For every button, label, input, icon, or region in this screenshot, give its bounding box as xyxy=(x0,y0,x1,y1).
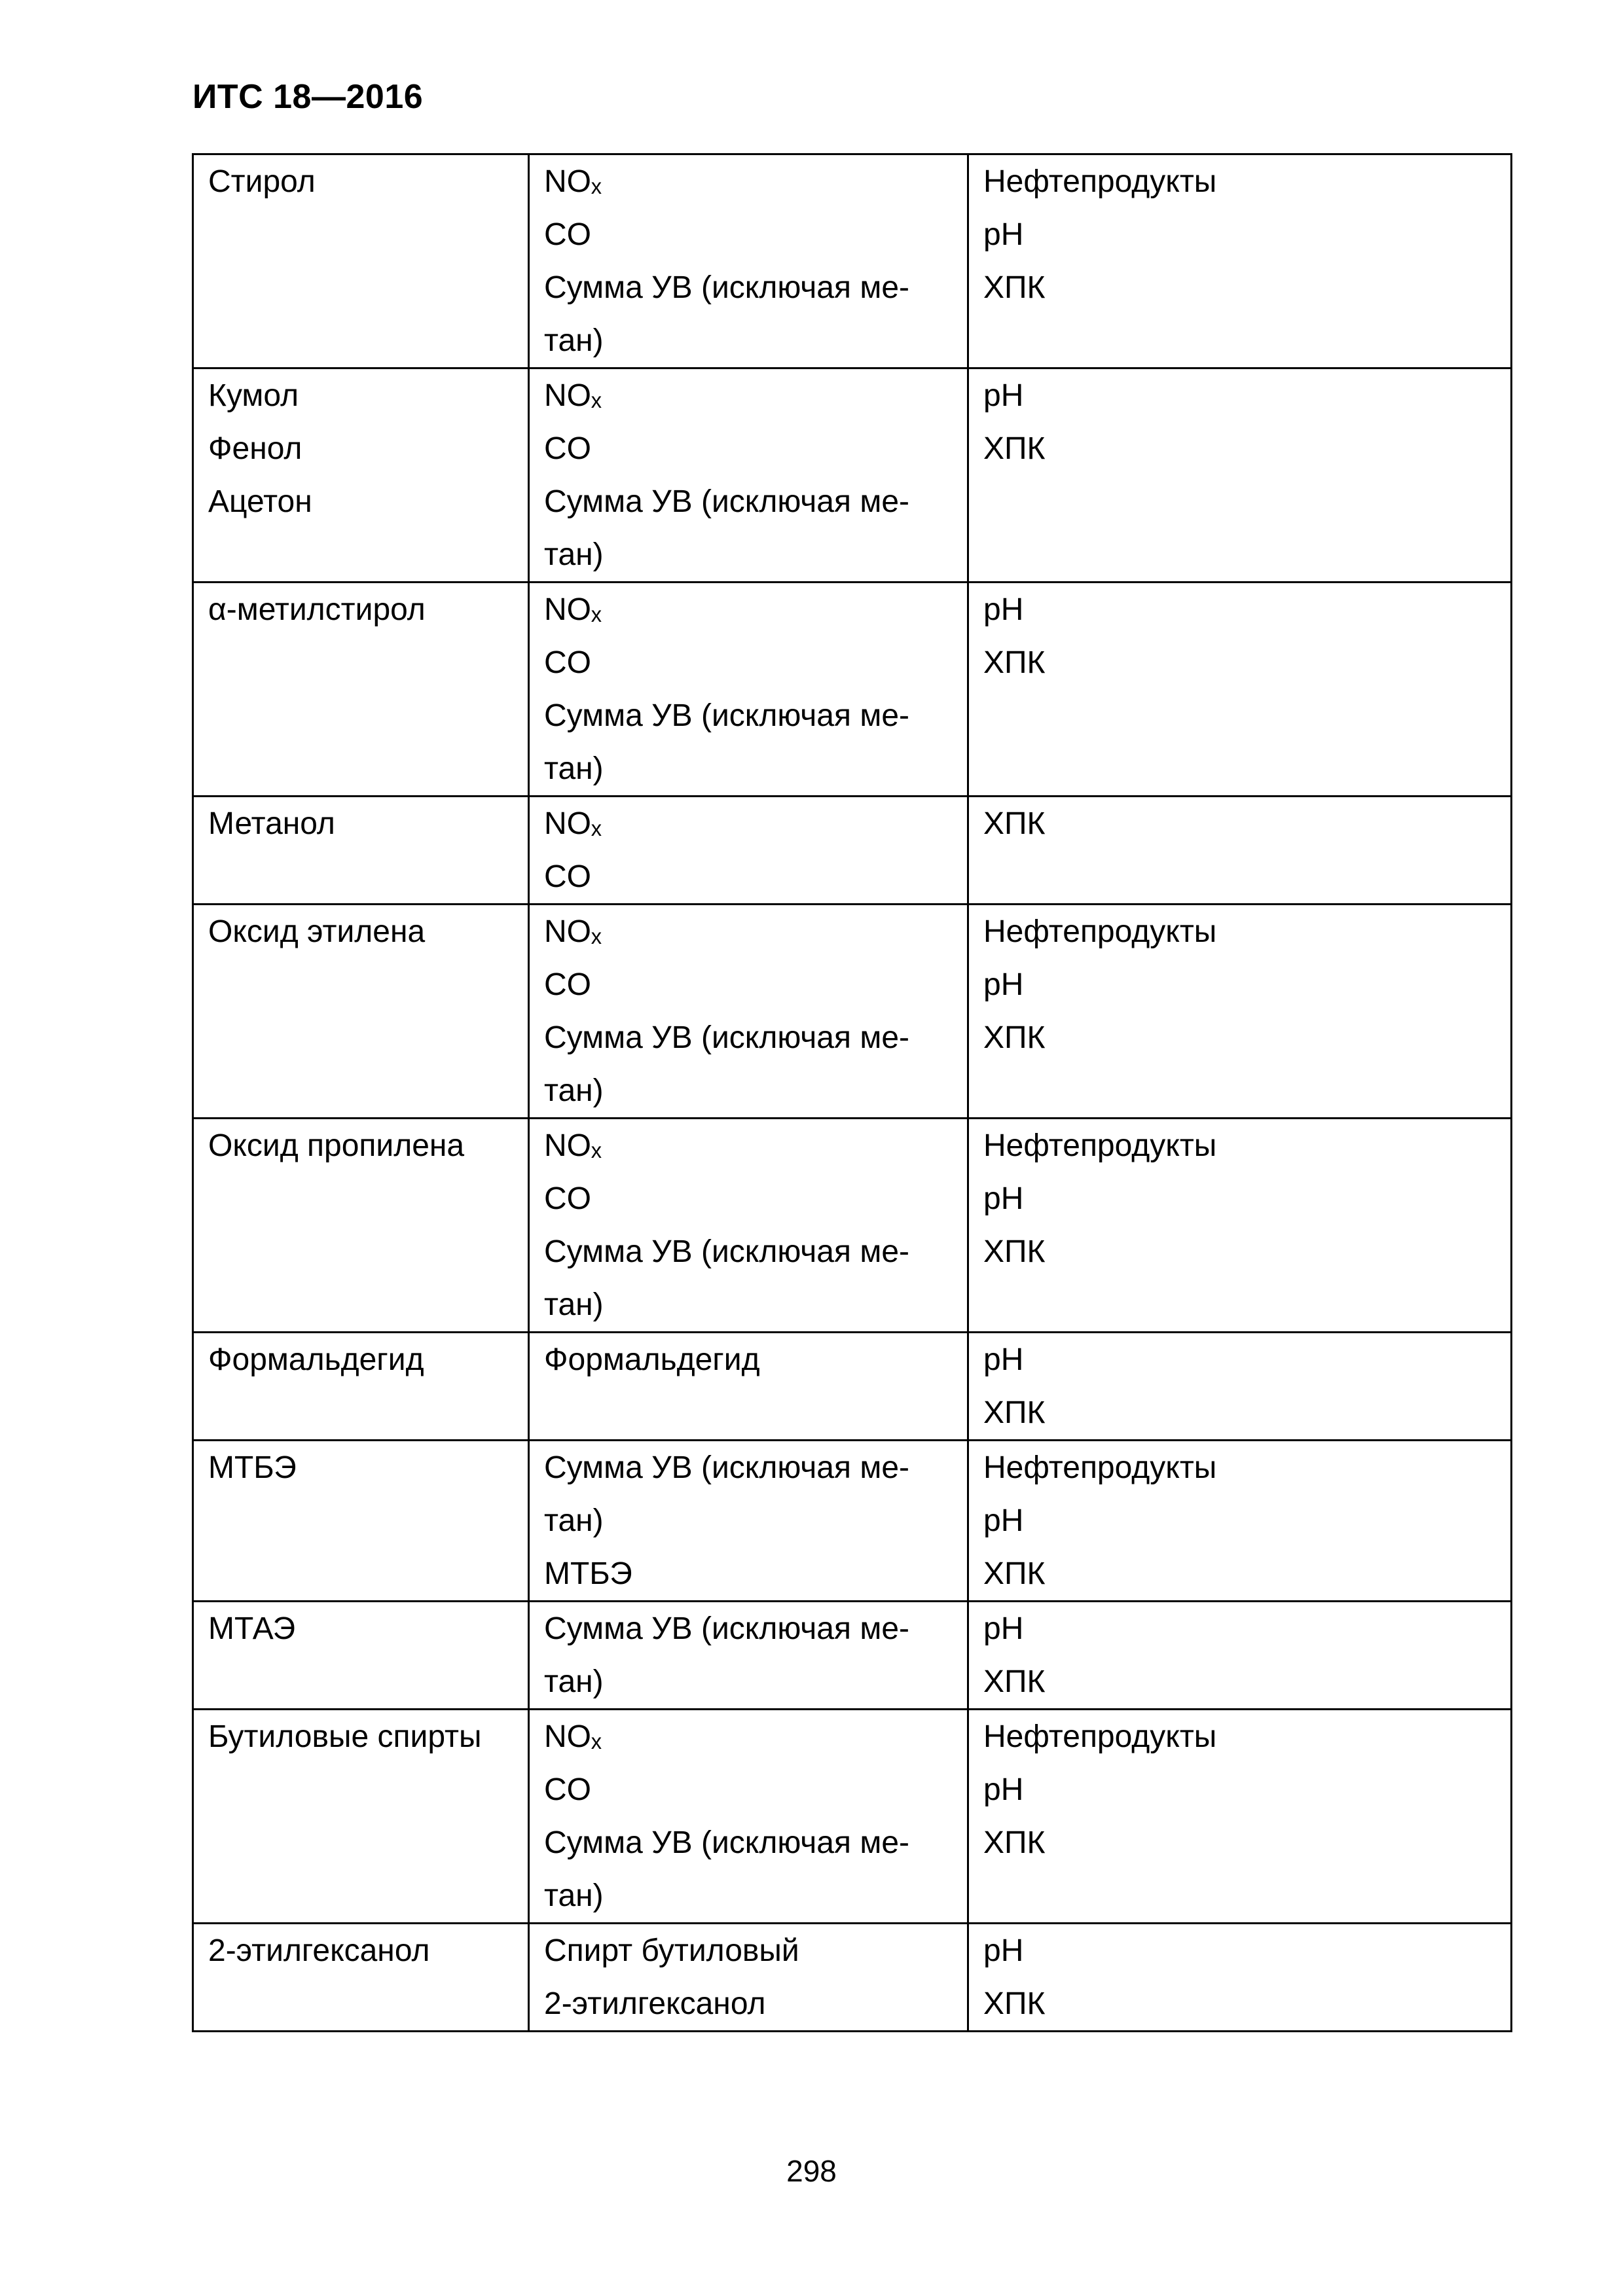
table-body xyxy=(193,154,1512,2032)
cell-line: CO xyxy=(544,217,591,252)
cell-line: тан) xyxy=(544,1664,604,1699)
cell-line: CO xyxy=(544,859,591,894)
table-row xyxy=(193,1602,1512,1710)
cell-line: NOₓ xyxy=(544,592,602,627)
air-emissions-cell xyxy=(529,368,968,583)
cell-line: pH xyxy=(983,217,1024,252)
cell-line: 2-этилгексанол xyxy=(208,1933,430,1968)
cell-line: тан) xyxy=(544,1073,604,1108)
cell-line: pH xyxy=(983,1772,1024,1807)
cell-line: тан) xyxy=(544,537,604,572)
cell-line: тан) xyxy=(544,1503,604,1538)
table-row xyxy=(193,368,1512,583)
table-row xyxy=(193,583,1512,797)
cell-line: NOₓ xyxy=(544,164,602,199)
water-discharge-cell xyxy=(968,1924,1512,2032)
substance-cell xyxy=(193,1441,529,1602)
substance-cell xyxy=(193,1602,529,1710)
cell-line: Сумма УВ (исключая ме- xyxy=(544,1825,909,1860)
cell-line: Фенол xyxy=(208,431,302,466)
cell-line: CO xyxy=(544,431,591,466)
substance-cell xyxy=(193,797,529,905)
substance-cell xyxy=(193,1119,529,1333)
cell-line: ХПК xyxy=(983,1556,1046,1591)
cell-line: pH xyxy=(983,1933,1024,1968)
air-emissions-cell xyxy=(529,1333,968,1441)
cell-line: ХПК xyxy=(983,1986,1046,2021)
substance-cell xyxy=(193,1924,529,2032)
page-number: 298 xyxy=(786,2154,837,2188)
cell-line: Сумма УВ (исключая ме- xyxy=(544,270,909,305)
cell-line: Оксид пропилена xyxy=(208,1128,465,1163)
cell-line: Кумол xyxy=(208,378,299,413)
cell-line: тан) xyxy=(544,1287,604,1322)
cell-line: NOₓ xyxy=(544,1128,602,1163)
cell-line: NOₓ xyxy=(544,914,602,949)
cell-line: Сумма УВ (исключая ме- xyxy=(544,1020,909,1055)
cell-line: CO xyxy=(544,1772,591,1807)
cell-line: Ацетон xyxy=(208,484,312,519)
cell-line: Оксид этилена xyxy=(208,914,426,949)
cell-line: Формальдегид xyxy=(208,1342,424,1377)
air-emissions-cell xyxy=(529,1924,968,2032)
cell-line: pH xyxy=(983,1342,1024,1377)
air-emissions-cell xyxy=(529,154,968,368)
water-discharge-cell xyxy=(968,1441,1512,1602)
cell-line: pH xyxy=(983,1611,1024,1646)
cell-line: МТАЭ xyxy=(208,1611,296,1646)
air-emissions-cell xyxy=(529,1441,968,1602)
table-row xyxy=(193,905,1512,1119)
cell-line: Сумма УВ (исключая ме- xyxy=(544,1234,909,1269)
table-row xyxy=(193,1710,1512,1924)
cell-line: ХПК xyxy=(983,1825,1046,1860)
cell-line: ХПК xyxy=(983,431,1046,466)
substance-cell xyxy=(193,905,529,1119)
substance-cell xyxy=(193,1333,529,1441)
cell-line: CO xyxy=(544,645,591,680)
air-emissions-cell xyxy=(529,1710,968,1924)
cell-line: Сумма УВ (исключая ме- xyxy=(544,1611,909,1646)
cell-line: Сумма УВ (исключая ме- xyxy=(544,698,909,733)
table-row xyxy=(193,797,1512,905)
document-header: ИТС 18—2016 xyxy=(192,78,424,116)
cell-line: NOₓ xyxy=(544,806,602,841)
cell-line: Стирол xyxy=(208,164,316,199)
cell-line: pH xyxy=(983,967,1024,1002)
cell-line: Формальдегид xyxy=(544,1342,760,1377)
table-row xyxy=(193,154,1512,368)
air-emissions-cell xyxy=(529,583,968,797)
cell-line: ХПК xyxy=(983,1395,1046,1430)
cell-line: тан) xyxy=(544,323,604,358)
cell-line: Нефтепродукты xyxy=(983,1450,1217,1485)
cell-line: Нефтепродукты xyxy=(983,1128,1217,1163)
cell-line: NOₓ xyxy=(544,1719,602,1754)
cell-line: ХПК xyxy=(983,1664,1046,1699)
water-discharge-cell xyxy=(968,368,1512,583)
emissions-table xyxy=(192,153,1512,2032)
cell-line: Сумма УВ (исключая ме- xyxy=(544,1450,909,1485)
cell-line: Метанол xyxy=(208,806,335,841)
cell-line: pH xyxy=(983,1503,1024,1538)
cell-line: Нефтепродукты xyxy=(983,914,1217,949)
substance-cell xyxy=(193,368,529,583)
water-discharge-cell xyxy=(968,1710,1512,1924)
cell-line: Сумма УВ (исключая ме- xyxy=(544,484,909,519)
water-discharge-cell xyxy=(968,1119,1512,1333)
cell-line: α-метилстирол xyxy=(208,592,426,627)
water-discharge-cell xyxy=(968,1602,1512,1710)
cell-line: Бутиловые спирты xyxy=(208,1719,482,1754)
water-discharge-cell xyxy=(968,905,1512,1119)
cell-line: тан) xyxy=(544,1878,604,1913)
water-discharge-cell xyxy=(968,154,1512,368)
air-emissions-cell xyxy=(529,1602,968,1710)
air-emissions-cell xyxy=(529,797,968,905)
table-row xyxy=(193,1119,1512,1333)
table-row xyxy=(193,1441,1512,1602)
cell-line: тан) xyxy=(544,751,604,786)
cell-line: МТБЭ xyxy=(208,1450,297,1485)
cell-line: Спирт бутиловый xyxy=(544,1933,799,1968)
water-discharge-cell xyxy=(968,583,1512,797)
table-row xyxy=(193,1333,1512,1441)
substance-cell xyxy=(193,1710,529,1924)
cell-line: CO xyxy=(544,1181,591,1216)
cell-line: Нефтепродукты xyxy=(983,164,1217,199)
cell-line: pH xyxy=(983,592,1024,627)
cell-line: pH xyxy=(983,378,1024,413)
water-discharge-cell xyxy=(968,797,1512,905)
cell-line: Нефтепродукты xyxy=(983,1719,1217,1754)
air-emissions-cell xyxy=(529,905,968,1119)
cell-line: CO xyxy=(544,967,591,1002)
cell-line: ХПК xyxy=(983,1234,1046,1269)
substance-cell xyxy=(193,583,529,797)
cell-line: ХПК xyxy=(983,645,1046,680)
cell-line: ХПК xyxy=(983,1020,1046,1055)
air-emissions-cell xyxy=(529,1119,968,1333)
table-row xyxy=(193,1924,1512,2032)
cell-line: ХПК xyxy=(983,270,1046,305)
cell-line: NOₓ xyxy=(544,378,602,413)
water-discharge-cell xyxy=(968,1333,1512,1441)
cell-line: pH xyxy=(983,1181,1024,1216)
cell-line: МТБЭ xyxy=(544,1556,632,1591)
substance-cell xyxy=(193,154,529,368)
cell-line: ХПК xyxy=(983,806,1046,841)
cell-line: 2-этилгексанол xyxy=(544,1986,766,2021)
